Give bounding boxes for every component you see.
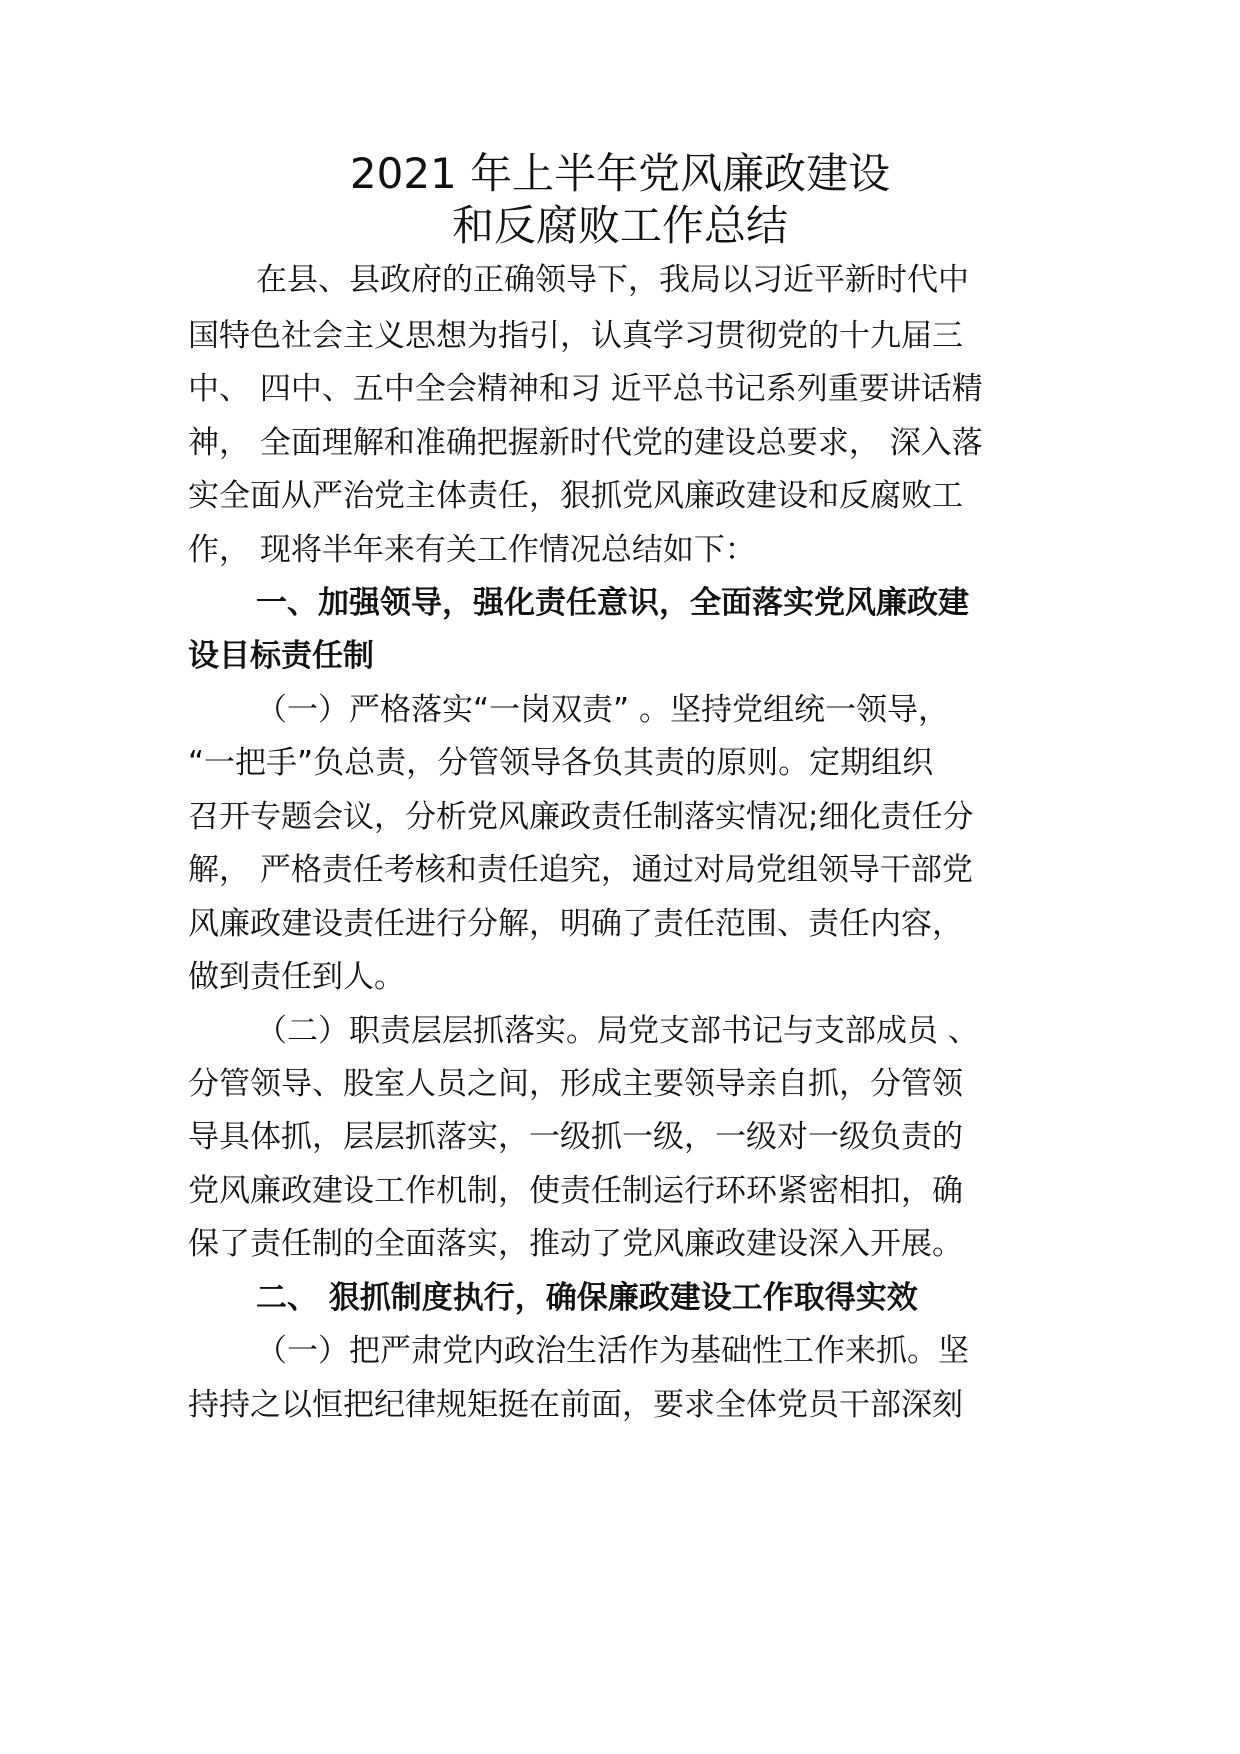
body-line-9: 召开专题会议，分析党风廉政责任制落实情况;细化责任分: [188, 799, 974, 835]
body-line-3: 中、 四中、五中全会精神和习 近平总书记系列重要讲话精: [188, 371, 983, 407]
body-line-10: 解， 严格责任考核和责任追究，通过对局党组领导干部党: [188, 852, 973, 888]
body-line-15: 导具体抓，层层抓落实，一级抓一级，一级对一级负责的: [188, 1119, 963, 1155]
body-line-1: 在县、县政府的正确领导下，我局以习近平新时代中: [256, 262, 969, 298]
document-title-line-1: 2021 年上半年党风廉政建设: [349, 149, 891, 198]
body-line-12: 做到责任到人。: [188, 959, 405, 995]
document-title-line-2: 和反腐败工作总结: [451, 201, 788, 250]
body-line-6: 作， 现将半年来有关工作情况总结如下：: [188, 532, 756, 568]
body-line-11: 风廉政建设责任进行分解，明确了责任范围、责任内容，: [188, 906, 963, 942]
section-heading-1-line-2: 设目标责任制: [188, 638, 374, 674]
body-line-4: 神， 全面理解和准确把握新时代党的建设总要求， 深入落: [188, 425, 983, 461]
body-line-14: 分管领导、股室人员之间，形成主要领导亲自抓，分管领: [188, 1066, 963, 1102]
body-line-2: 国特色社会主义思想为指引，认真学习贯彻党的十九届三: [188, 318, 963, 354]
body-line-13: （二）职责层层抓落实。局党支部书记与支部成员 、: [256, 1013, 979, 1049]
body-line-5: 实全面从严治党主体责任，狠抓党风廉政建设和反腐败工: [188, 478, 963, 514]
section-heading-1-line-1: 一、加强领导，强化责任意识，全面落实党风廉政建: [256, 585, 969, 621]
body-line-19: 持持之以恒把纪律规矩挺在前面，要求全体党员干部深刻: [188, 1387, 963, 1423]
body-line-8: “一把手”负总责，分管领导各负其责的原则。定期组织: [188, 745, 934, 781]
body-line-7: （一）严格落实“一岗双责” 。坚持党组统一领导，: [256, 692, 949, 728]
body-line-18: （一）把严肃党内政治生活作为基础性工作来抓。坚: [256, 1333, 969, 1369]
body-line-17: 保了责任制的全面落实，推动了党风廉政建设深入开展。: [188, 1226, 963, 1262]
body-line-16: 党风廉政建设工作机制，使责任制运行环环紧密相扣，确: [188, 1173, 963, 1209]
section-heading-2: 二、 狠抓制度执行，确保廉政建设工作取得实效: [256, 1280, 918, 1316]
